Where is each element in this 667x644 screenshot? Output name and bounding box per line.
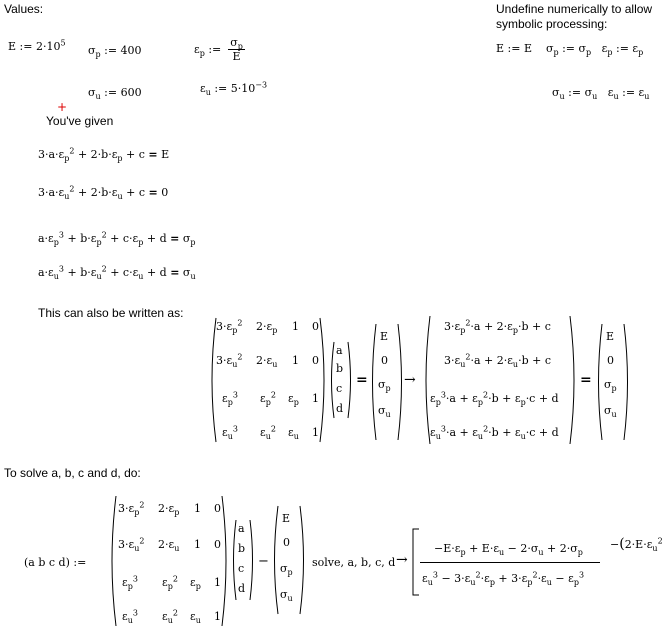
values-label: Values:: [4, 2, 44, 16]
abcd2-right-paren: [248, 518, 256, 602]
vec2-c: c: [238, 562, 245, 575]
vec-d: d: [336, 402, 344, 415]
rhs3-right-paren: [298, 504, 308, 616]
e-exponent: 5: [60, 38, 66, 48]
youve-given-label: You've given: [46, 114, 114, 128]
undefine-line1: Undefine numerically to allow: [496, 2, 653, 16]
arrow-symbolic: →: [404, 372, 416, 388]
matrix2-left-paren: [106, 494, 118, 628]
vec2-b: b: [238, 542, 246, 555]
eps-u-definition: $\varepsilon_u$ := $5\cdot 10^{-3}$: [200, 80, 268, 98]
vec-a: a: [336, 344, 343, 357]
rhs1-left-paren: [368, 322, 378, 442]
rhs2-zero: 0: [607, 354, 614, 367]
sigma-p-definition: $\sigma_p$ := 400: [88, 44, 142, 60]
e-def-text: E := 2·10: [8, 40, 61, 53]
eps-p-fraction: $\frac{\sigma_p}{E}$: [230, 36, 243, 63]
matrix1-left-paren: [206, 316, 218, 444]
equation-2: $3\cdot a\cdot\varepsilon_u^2 + 2\cdot b\cdot\varepsilon_u + c = 0$: [38, 184, 169, 202]
sigma-u-definition: $\sigma_u$ := 600: [88, 86, 142, 102]
arrow-solve: →: [396, 552, 408, 568]
rhs2-right-paren: [622, 322, 632, 442]
equals-sign-2: =: [580, 372, 592, 388]
eps-p-definition: $\varepsilon_p$ := $\frac{\sigma_p}{E}$: [194, 36, 243, 63]
undefine-row1: E := E $\sigma_p$ := $\sigma_p$ $\varepsilon_p$ := $\varepsilon_p$: [496, 42, 644, 58]
rhs1-e: E: [380, 330, 389, 343]
equation-3: $a\cdot\varepsilon_p^3 + b\cdot\varepsilon_p^2 + c\cdot\varepsilon_p + d = \sigma_p$: [38, 230, 196, 248]
vec2-a: a: [238, 522, 245, 535]
rhs1-zero: 0: [381, 354, 388, 367]
abcd-right-paren: [346, 340, 354, 420]
solve-lhs: (a b c d) :=: [24, 556, 87, 569]
e-definition: [8, 40, 66, 53]
to-solve-label: To solve a, b, c and d, do:: [4, 466, 141, 480]
solution-left-bracket: [412, 528, 420, 596]
equation-1: $3\cdot a\cdot\varepsilon_p^2 + 2\cdot b\cdot\varepsilon_p + c = E$: [38, 146, 170, 164]
undefine-line2: symbolic processing:: [496, 17, 608, 31]
minus-sign: −: [258, 554, 269, 569]
result-right-paren: [568, 314, 580, 446]
rhs3-zero: 0: [283, 536, 290, 549]
equation-4: $a\cdot\varepsilon_u^3 + b\cdot\varepsilon_u^2 + c\cdot\varepsilon_u + d = \sigma_u$: [38, 264, 196, 282]
rhs2-left-paren: [594, 322, 604, 442]
rhs2-e: E: [606, 330, 615, 343]
equals-sign-1: =: [356, 372, 368, 388]
abcd-left-paren: [328, 340, 336, 420]
rhs3-e: E: [282, 512, 291, 525]
rhs3-left-paren: [270, 504, 280, 616]
abcd2-left-paren: [230, 518, 238, 602]
vec-b: b: [336, 362, 344, 375]
red-cursor-icon: +: [57, 100, 68, 114]
vec2-d: d: [238, 582, 246, 595]
solve-keyword: solve, a, b, c, d: [312, 556, 396, 569]
undefine-row2: $\sigma_u$ := $\sigma_u$ $\varepsilon_u$ := $\varepsilon_u$: [552, 86, 650, 102]
vec-c: c: [336, 382, 343, 395]
solution-fraction-bar: [420, 562, 600, 563]
also-written-label: This can also be written as:: [38, 306, 184, 320]
